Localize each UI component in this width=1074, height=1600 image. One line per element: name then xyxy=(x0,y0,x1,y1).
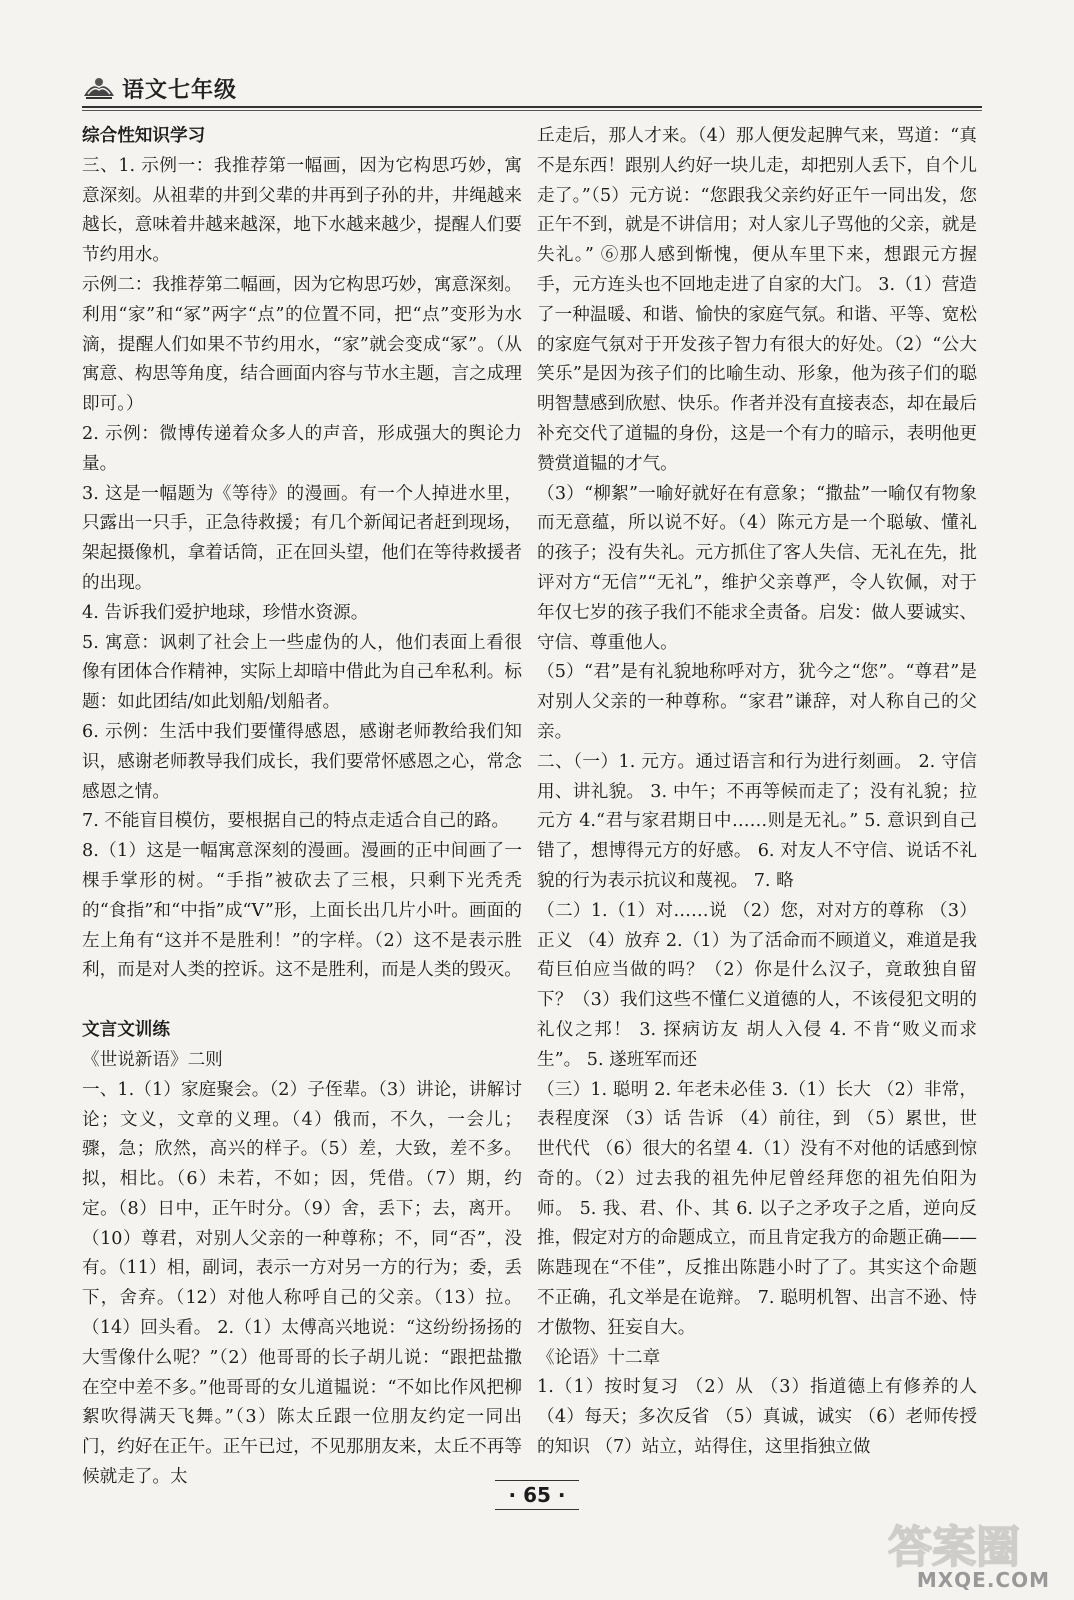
section-subtitle: 《世说新语》二则 xyxy=(82,1049,223,1070)
answer-paragraph: 8.（1）这是一幅寓意深刻的漫画。漫画的正中间画了一棵手掌形的树。“手指”被砍去了三根，只剩下光秃秃的“食指”和“中指”成“V”形，上面长出几片小叶。画面的左上角有“这并不是胜利！”的字样。（2）这不是表示胜利，而是对人类的控诉。这不是胜利，而是人类的毁灭。 xyxy=(82,841,522,981)
page-number xyxy=(0,1480,1074,1510)
answer-paragraph: （3）“柳絮”一喻好就好在有意象；“撒盐”一喻仅有物象而无意蕴，所以说不好。（4）陈元方是一个聪敏、懂礼的孩子；没有失礼。元方抓住了客人失信、无礼在先，批评对方“无信”“无礼”，维护父亲尊严，令人钦佩，对于年仅七岁的孩子我们不能求全责备。启发：做人要诚实、守信、尊重他人。 xyxy=(537,483,977,653)
header-title: 语文七年级 xyxy=(122,77,238,103)
answer-paragraph: 1.（1）按时复习 （2）从 （3）指道德上有修养的人 （4）每天；多次反省 （5）真诚，诚实 （6）老师传授的知识 （7）站立，站得住，这里指独立做 xyxy=(537,1377,977,1458)
section-title-classical: 文言文训练 xyxy=(82,1020,170,1041)
page-header xyxy=(82,68,982,108)
answer-paragraph: （三）1. 聪明 2. 年老未必佳 3.（1）长大 （2）非常，表程度深 （3）话 告诉 （4）前往，到 （5）累世，世世代代 （6）很大的名望 4.（1）没有不对他的话感到惊奇的。（2）过去我的祖先仲尼曾经拜您的祖先伯阳为师。 5. 我、君、仆、其 6. 以子之矛攻子之盾，逆向反推，假定对方的命题成立，而且肯定我方的命题正确——陈韪现在“不佳”，反推出陈韪小时了了。其实这个命题不正确，孔文举是在诡辩。 7. 聪明机智、出言不逊、恃才傲物、狂妄自大。 xyxy=(537,1079,977,1338)
answer-paragraph: 三、1. 示例一：我推荐第一幅画，因为它构思巧妙，寓意深刻。从祖辈的井到父辈的井再到子孙的井，井绳越来越长，意味着井越来越深，地下水越来越少，提醒人们要节约用水。 xyxy=(82,155,522,266)
answer-paragraph: 3. 这是一幅题为《等待》的漫画。有一个人掉进水里，只露出一只手，正急待救援；有几个新闻记者赶到现场，架起摄像机，拿着话筒，正在回头望，他们在等待救援者的出现。 xyxy=(82,483,522,593)
answer-paragraph: 一、1.（1）家庭聚会。（2）子侄辈。（3）讲论，讲解讨论；文义，文章的义理。（4）俄而，不久，一会儿；骤，急；欣然，高兴的样子。（5）差，大致，差不多。拟，相比。（6）未若，不如；因，凭借。（7）期，约定。（8）日中，正午时分。（9）舍，丢下；去，离开。（10）尊君，对别人父亲的一种尊称；不，同“否”，没有。（11）相，副词，表示一方对另一方的行为；委，丢下，舍弃。（12）对他人称呼自己的父亲。（13）拉。（14）回头看。 2.（1）太傅高兴地说：“这纷纷扬扬的大雪像什么呢？”（2）他哥哥的长子胡儿说：“跟把盐撒在空中差不多。”他哥哥的女儿道韫说：“不如比作风把柳絮吹得满天飞舞。”（3）陈太丘跟一位朋友约定一同出门，约好在正午。正午已过，不见那朋友来，太丘不再等候就走了。太 xyxy=(82,1079,522,1488)
header-rule xyxy=(82,106,982,108)
answer-paragraph: 5. 寓意：讽刺了社会上一些虚伪的人，他们表面上看很像有团体合作精神，实际上却暗中借此为自己牟私利。标题：如此团结/如此划船/划船者。 xyxy=(82,632,522,713)
section-gap xyxy=(82,986,522,1016)
page-number-label: · 65 · xyxy=(495,1480,580,1510)
book-emblem-icon xyxy=(82,74,116,102)
watermark-main-text: 答案圈 xyxy=(888,1522,1020,1573)
header-rule-thin xyxy=(82,110,982,111)
answer-paragraph: （二）1.（1）对……说 （2）您，对对方的尊称 （3）正义 （4）放弃 2.（1）为了活命而不顾道义，难道是我荀巨伯应当做的吗？（2）你是什么汉子，竟敢独自留下？（3）我们这些不懂仁义道德的人，不该侵犯文明的礼仪之邦！ 3. 探病访友 胡人入侵 4. 不肯“败义而求生”。 5. 遂班军而还 xyxy=(537,900,977,1070)
watermark-sub-text: MXQE.COM xyxy=(916,1568,1050,1592)
answer-paragraph: 4. 告诉我们爱护地球，珍惜水资源。 xyxy=(82,602,369,623)
answer-paragraph: 6. 示例：生活中我们要懂得感恩，感谢老师教给我们知识，感谢老师教导我们成长，我们要常怀感恩之心，常念感恩之情。 xyxy=(82,721,522,802)
answer-paragraph: （5）“君”是有礼貌地称呼对方，犹今之“您”。“尊君”是对别人父亲的一种尊称。“家君”谦辞，对人称自己的父亲。 xyxy=(537,662,977,742)
section-title-comprehensive: 综合性知识学习 xyxy=(82,126,206,146)
section-subtitle: 《论语》十二章 xyxy=(537,1347,661,1368)
answer-paragraph: 2. 示例：微博传递着众多人的声音，形成强大的舆论力量。 xyxy=(82,423,522,474)
answer-paragraph: 丘走后，那人才来。（4）那人便发起脾气来，骂道：“真不是东西！跟别人约好一块儿走，却把别人丢下，自个儿走了。”（5）元方说：“您跟我父亲约好正午一同出发，您正午不到，就是不讲信用；对人家儿子骂他的父亲，就是失礼。” ⑥那人感到惭愧，便从车里下来，想跟元方握手，元方连头也不回地走进了自家的大门。 3.（1）营造了一种温暖、和谐、愉快的家庭气氛。和谐、平等、宽松的家庭气氛对于开发孩子智力有很大的好处。（2）“公大笑乐”是因为孩子们的比喻生动、形象，他为孩子们的聪明智慧感到欣慰、快乐。作者并没有直接表态，却在最后补充交代了道韫的身份，这是一个有力的暗示，表明他更赞赏道韫的才气。 xyxy=(537,126,977,474)
right-column xyxy=(537,122,977,1463)
answer-paragraph: 二、（一）1. 元方。通过语言和行为进行刻画。 2. 守信用、讲礼貌。 3. 中午；不再等候而走了；没有礼貌；拉元方 4.“君与家君期日中……则是无礼。” 5. 意识到自己错了，想博得元方的好感。 6. 对友人不守信、说话不礼貌的行为表示抗议和蔑视。 7. 略 xyxy=(537,751,977,891)
left-column xyxy=(82,122,522,1493)
answer-paragraph: 示例二：我推荐第二幅画，因为它构思巧妙，寓意深刻。利用“家”和“冢”两字“点”的位置不同，把“点”变形为水滴，提醒人们如果不节约用水，“家”就会变成“冢”。（从寓意、构思等角度，结合画面内容与节水主题，言之成理即可。） xyxy=(82,274,522,415)
answer-paragraph: 7. 不能盲目模仿，要根据自己的特点走适合自己的路。 xyxy=(82,811,510,832)
